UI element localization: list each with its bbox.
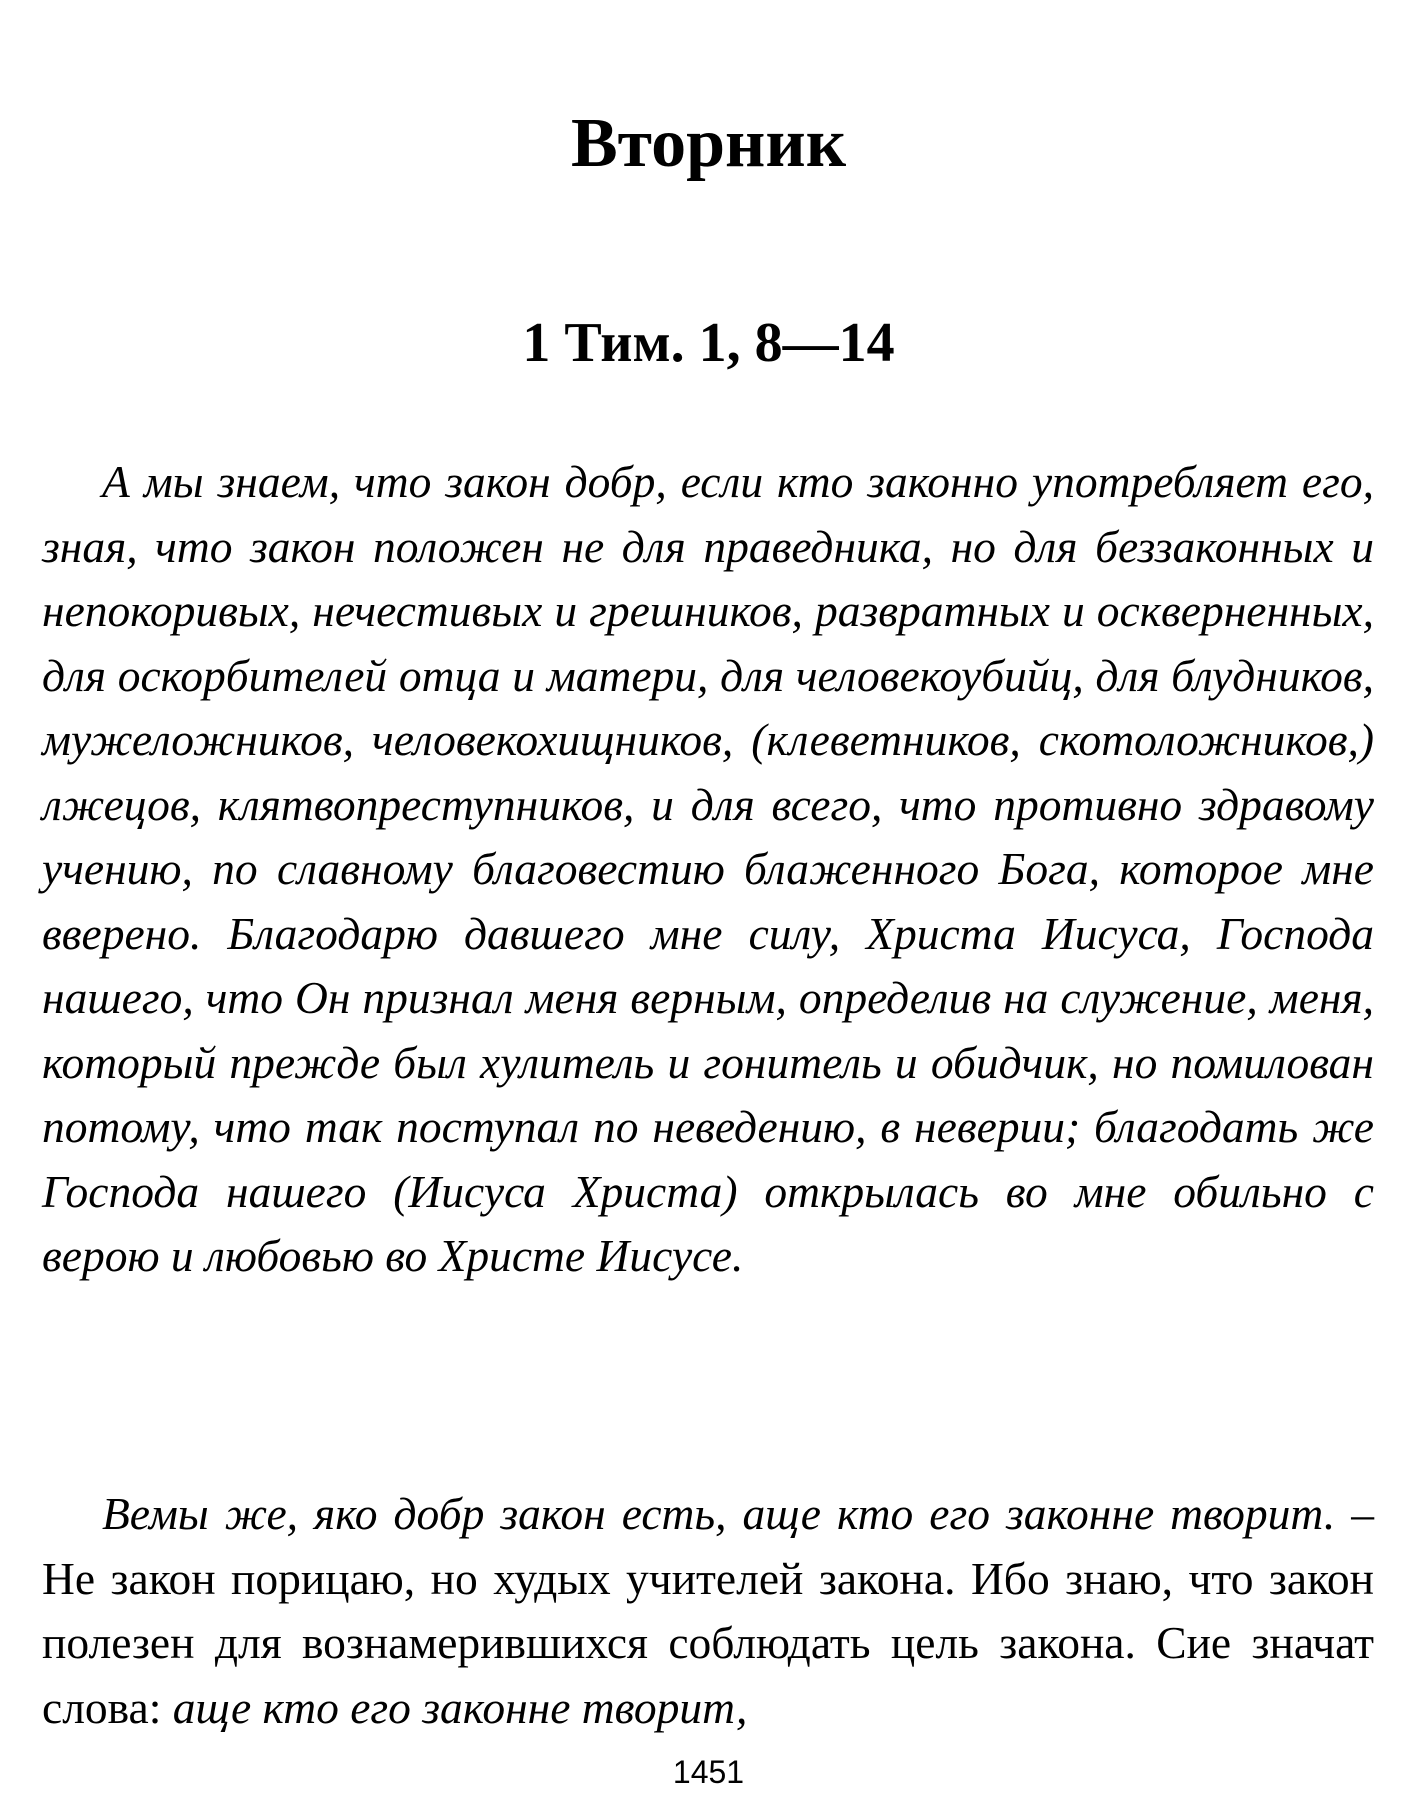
day-title: Вторник xyxy=(570,105,847,182)
scripture-passage: А мы знаем, что закон добр, если кто законно употребляет его, зная, что закон положен не для праведника, но для беззаконных и непокоривых, нечестивых и грешников, развратных и оскверненных, для оскорбителей отца и матери, для человекоубийц, для блудников, мужеложников, человекохищников, (клеветников, скотоложников,) лжецов, клятвопреступников, и для всего, что противно здравому учению, по славному благовестию блаженного Бога, которое мне вверено. Благодарю давшего мне силу, Христа Иисуса, Господа нашего, что Он признал меня верным, определив на служение, меня, который прежде был хулитель и гонитель и обидчик, но помилован потому, что так поступал по неведению, в неверии; благодать же Господа нашего (Иисуса Христа) открылась во мне обильно с верою и любовью во Христе Иисусе. xyxy=(42,456,1374,1281)
commentary-text: – Не закон порицаю, но худых учителей закона. Ибо знаю, что закон полезен для вознамерившихся соблюдать цель закона. Сие значат слова: xyxy=(42,1488,1374,1733)
commentary-paragraph xyxy=(42,1482,1374,1740)
page-number: 1451 xyxy=(672,1754,745,1790)
scripture-reference: 1 Тим. 1, 8—14 xyxy=(522,312,895,374)
commentary-quote-2: аще кто его законне творит, xyxy=(172,1681,748,1733)
commentary-quote-1: Вемы же, яко добр закон есть, аще кто его законне творит. xyxy=(102,1488,1336,1539)
